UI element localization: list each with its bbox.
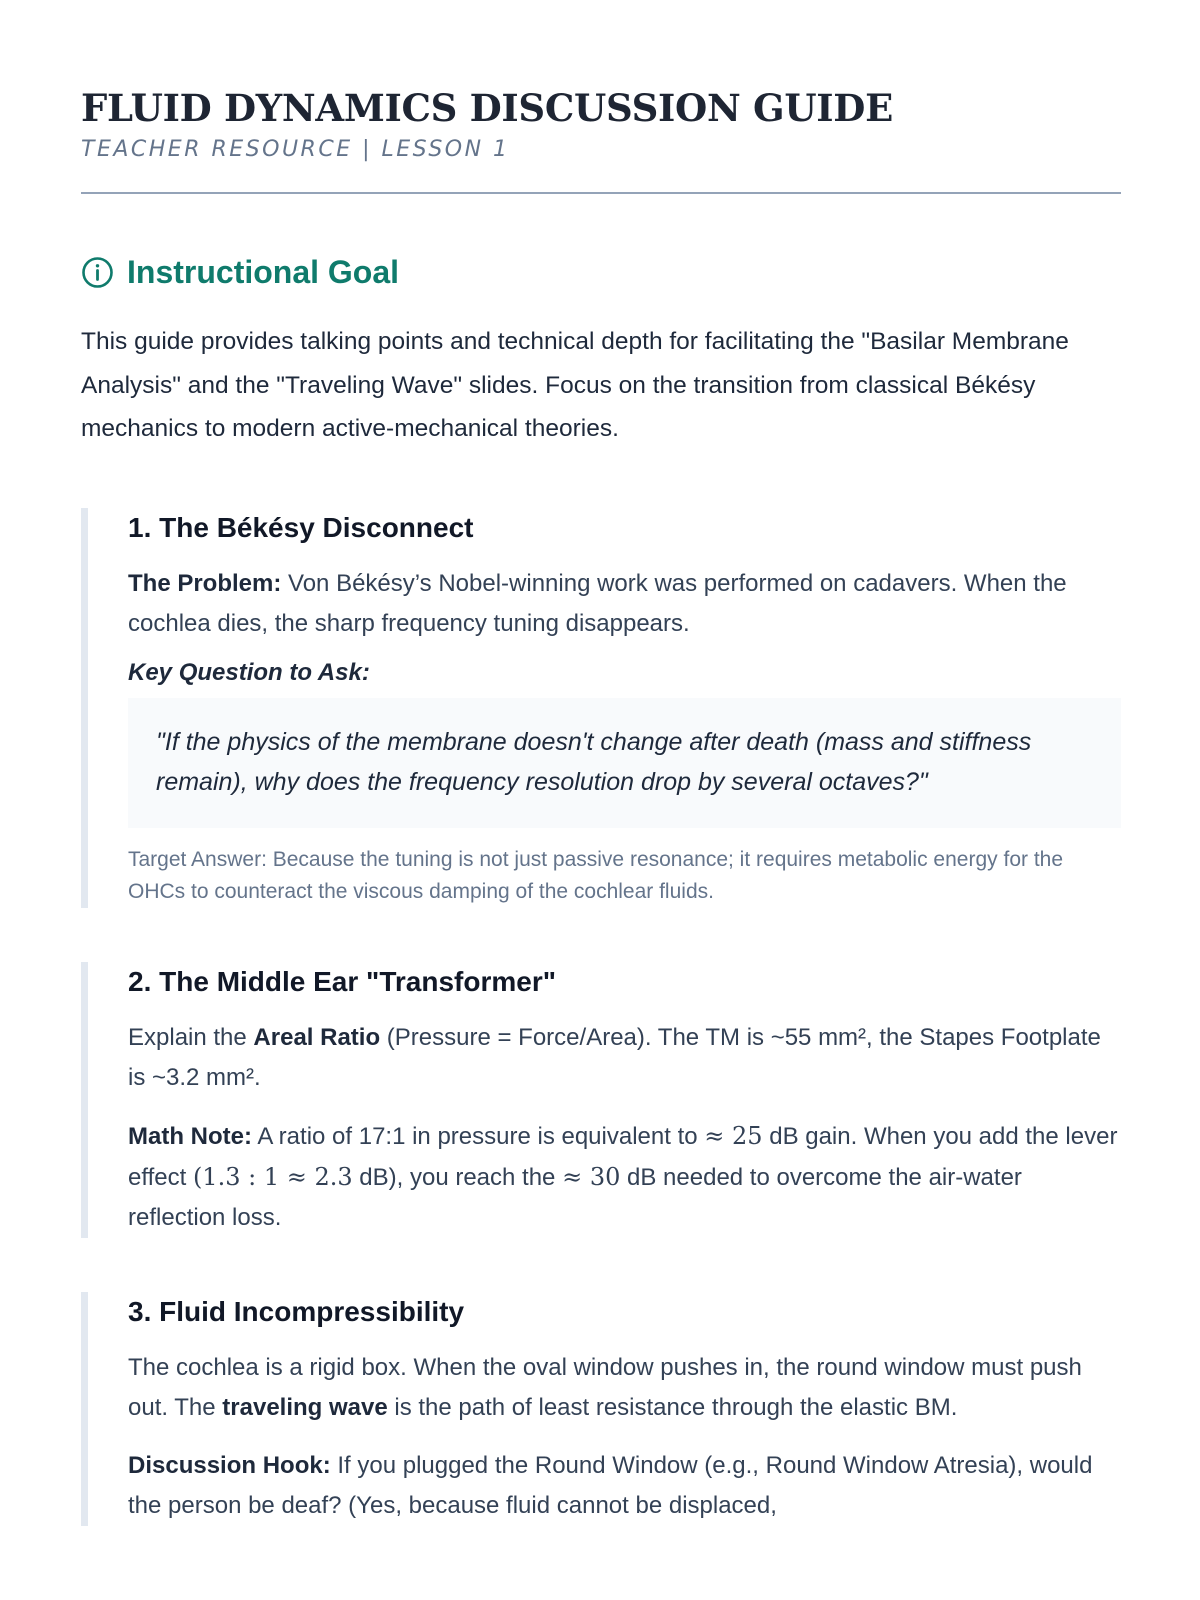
math-text-d: dB needed to overcome the air-water reflection loss. xyxy=(128,1163,1022,1231)
key-question-quote: "If the physics of the membrane doesn't change after death (mass and stiffness remain), why does the frequency resolution drop by several octaves?" xyxy=(128,698,1121,828)
problem-text: Von Békésy’s Nobel-winning work was performed on cadavers. When the cochlea dies, the sharp frequency tuning disappears. xyxy=(128,569,1067,637)
math-approx-30: ≈ 30 xyxy=(562,1162,621,1191)
areal-text-b: (Pressure = Force/Area). The TM is ~55 mm², the Stapes Footplate is ~3.2 mm². xyxy=(128,1023,1101,1091)
traveling-wave-term: traveling wave xyxy=(222,1393,388,1421)
rigid-text-a: The cochlea is a rigid box. When the oval window pushes in, the round window must push out. The xyxy=(128,1353,1082,1421)
section-middle-ear-transformer xyxy=(81,962,1121,1238)
problem-label: The Problem: xyxy=(128,569,282,597)
problem-paragraph xyxy=(128,564,1121,644)
page-title: FLUID DYNAMICS DISCUSSION GUIDE xyxy=(81,86,893,130)
rigid-text-b: is the path of least resistance through the elastic BM. xyxy=(387,1393,958,1421)
discussion-hook-paragraph xyxy=(128,1446,1121,1526)
page-subtitle: TEACHER RESOURCE | LESSON 1 xyxy=(81,137,510,162)
areal-ratio-paragraph xyxy=(128,1018,1121,1098)
document-header xyxy=(81,0,1121,194)
discussion-hook-text: If you plugged the Round Window (e.g., Round Window Atresia), would the person be deaf? (Yes, because fluid cannot be displaced, xyxy=(128,1451,1093,1519)
math-text-c: dB), you reach the xyxy=(352,1163,563,1191)
discussion-hook-label: Discussion Hook: xyxy=(128,1451,331,1479)
target-answer: Target Answer: Because the tuning is not just passive resonance; it requires metabolic energy for the OHCs to counteract the viscous damping of the cochlear fluids. xyxy=(128,847,1064,903)
areal-text-a: Explain the xyxy=(128,1023,254,1051)
math-lever-ratio: (1.3 : 1 ≈ 2.3 xyxy=(192,1162,353,1191)
info-icon xyxy=(81,256,114,289)
goal-text: This guide provides talking points and technical depth for facilitating the "Basilar Membrane Analysis" and the "Traveling Wave" slides. Focus on the transition from classical Békésy mechanics to modern active-mechanical theories. xyxy=(81,328,1069,442)
math-note-paragraph xyxy=(128,1116,1121,1238)
document-page xyxy=(81,0,1121,1526)
section-bekesy-disconnect xyxy=(81,508,1121,908)
section-title: 3. Fluid Incompressibility xyxy=(128,1295,465,1327)
math-note-label: Math Note: xyxy=(128,1122,252,1150)
math-text-a: A ratio of 17:1 in pressure is equivalent to xyxy=(251,1122,705,1150)
areal-ratio-term: Areal Ratio xyxy=(253,1023,381,1051)
math-approx-25: ≈ 25 xyxy=(704,1121,763,1150)
section-fluid-incompressibility xyxy=(81,1292,1121,1526)
key-question-label: Key Question to Ask: xyxy=(128,658,370,686)
rigid-box-paragraph xyxy=(128,1348,1121,1428)
math-text-b: dB gain. When you add the lever effect xyxy=(128,1122,1118,1191)
section-title: 2. The Middle Ear "Transformer" xyxy=(128,965,556,997)
goal-heading xyxy=(81,252,1121,292)
goal-title: Instructional Goal xyxy=(127,253,400,290)
section-title: 1. The Békésy Disconnect xyxy=(128,511,474,543)
